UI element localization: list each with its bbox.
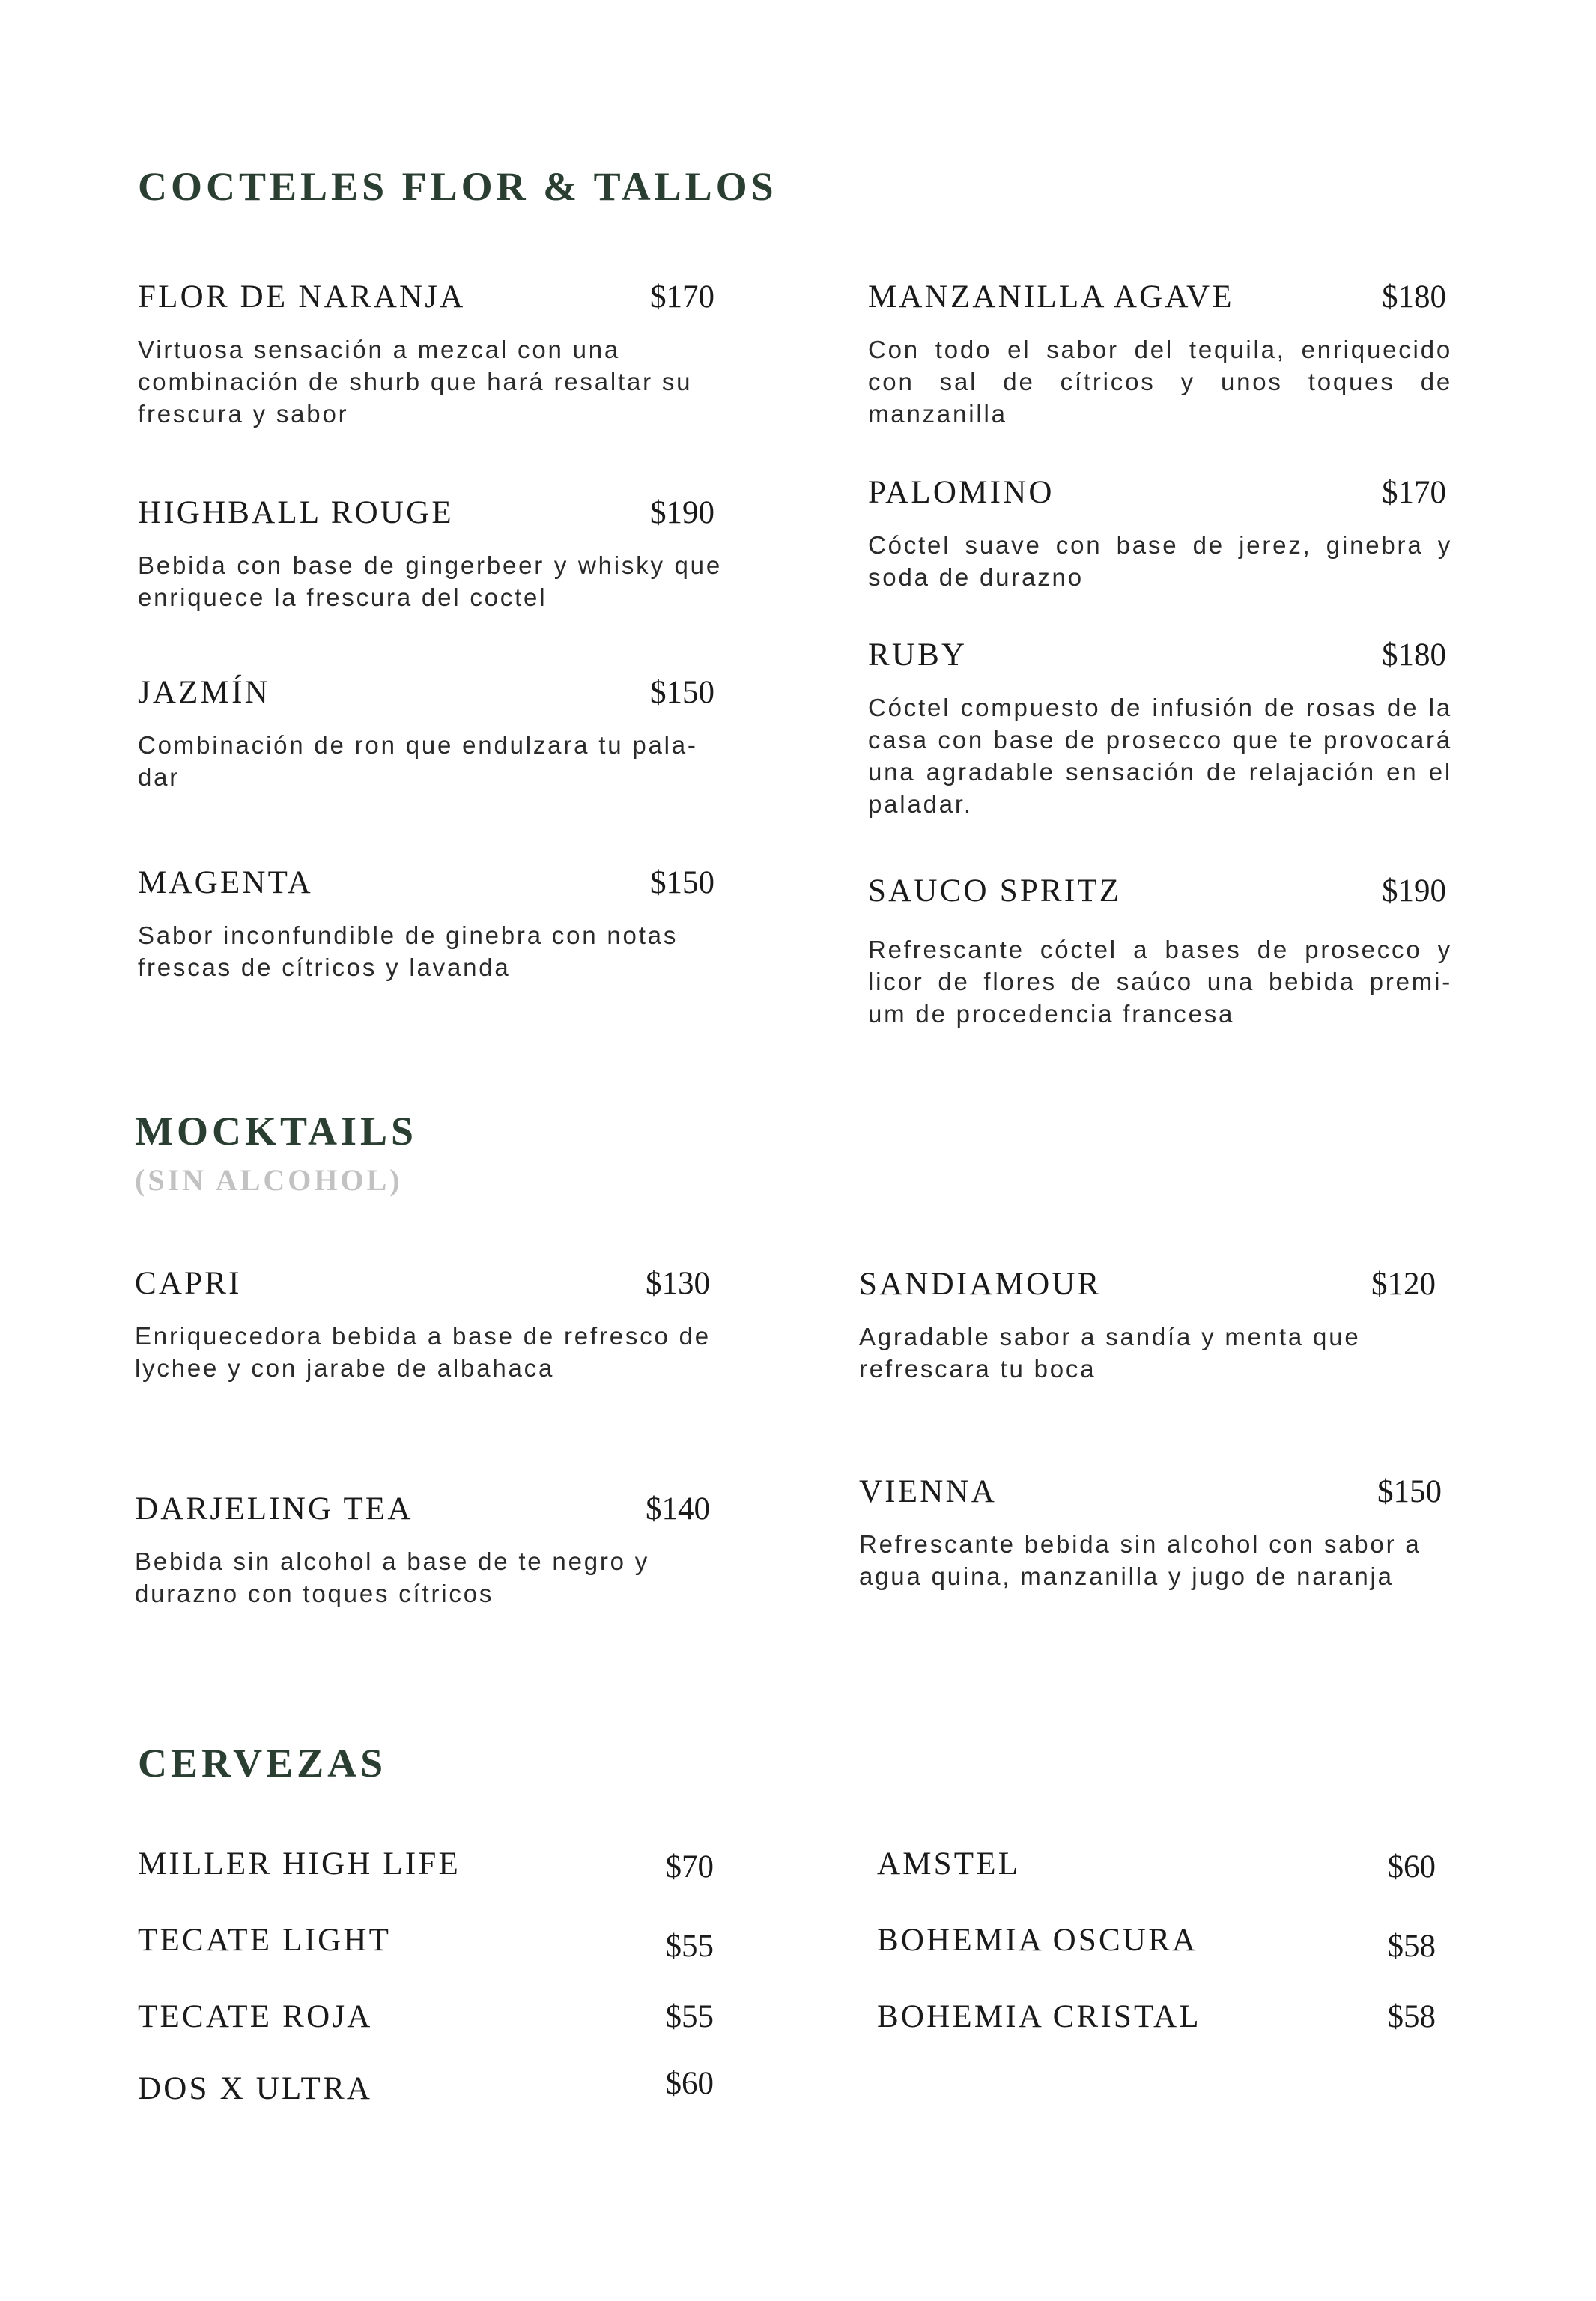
item-description: Virtuosa sensación a mezcal con una combinación de shurb que hará resaltar su frescura y sabor xyxy=(138,336,693,428)
item-name: SANDIAMOUR xyxy=(859,1267,1102,1302)
item-price: $130 xyxy=(646,1266,710,1301)
item-name: MANZANILLA AGAVE xyxy=(868,279,1234,315)
item-price: $190 xyxy=(1382,873,1446,909)
beer-name-bohemia-oscura: BOHEMIA OSCURA xyxy=(877,1923,1198,1958)
beer-price-amstel: $60 xyxy=(1387,1849,1436,1885)
item-price: $150 xyxy=(650,865,714,900)
cervezas-title: CERVEZAS xyxy=(138,1741,387,1786)
beer-name-tecate-roja: TECATE ROJA xyxy=(138,1999,373,2034)
item-description: Cóctel compuesto de infusión de rosas de la casa con base de prosecco que te provocará una agradable sensación de relajación en el paladar. xyxy=(868,694,1452,818)
item-description: Bebida con base de gingerbeer y whisky que enriquece la frescura del coctel xyxy=(138,551,722,611)
item-price: $190 xyxy=(650,495,714,530)
beer-price-tecate-light: $55 xyxy=(665,1929,714,1964)
item-description: Refrescante bebida sin alcohol con sabor a agua quina, manzanilla y jugo de naranja xyxy=(859,1530,1421,1590)
beer-name-tecate-light: TECATE LIGHT xyxy=(138,1923,392,1958)
item-name: PALOMINO xyxy=(868,475,1055,510)
item-name: FLOR DE NARANJA xyxy=(138,279,466,315)
item-name: JAZMÍN xyxy=(138,675,270,710)
beer-price-bohemia-cristal: $58 xyxy=(1387,1999,1436,2034)
item-description: Con todo el sabor del tequila, enriquecido con sal de cítricos y unos toques de manzanilla xyxy=(868,336,1452,428)
item-name: VIENNA xyxy=(859,1474,997,1509)
beer-price-dos-x-ultra: $60 xyxy=(665,2066,714,2101)
item-price: $170 xyxy=(650,279,714,315)
item-price: $150 xyxy=(650,675,714,710)
item-price: $180 xyxy=(1382,637,1446,673)
item-name: HIGHBALL ROUGE xyxy=(138,495,454,530)
item-description: Refrescante cóctel a bases de prosecco y licor de flores de saúco una bebida premi-um de procedencia francesa xyxy=(868,936,1452,1028)
beer-price-bohemia-oscura: $58 xyxy=(1387,1929,1436,1964)
item-price: $150 xyxy=(1377,1474,1442,1509)
beer-name-dos-x-ultra: DOS X ULTRA xyxy=(138,2071,373,2106)
mocktails-title: MOCKTAILS xyxy=(135,1109,418,1153)
beer-name-miller-high-life: MILLER HIGH LIFE xyxy=(138,1846,461,1882)
item-price: $140 xyxy=(646,1491,710,1527)
item-name: MAGENTA xyxy=(138,865,313,900)
item-description: Bebida sin alcohol a base de te negro y durazno con toques cítricos xyxy=(135,1547,650,1607)
item-name: DARJELING TEA xyxy=(135,1491,413,1527)
cocteles-title: COCTELES FLOR & TALLOS xyxy=(138,164,777,209)
beer-price-miller-high-life: $70 xyxy=(665,1849,714,1885)
item-description: Agradable sabor a sandía y menta que refrescara tu boca xyxy=(859,1323,1361,1383)
item-name: CAPRI xyxy=(135,1266,242,1301)
beer-name-amstel: AMSTEL xyxy=(877,1846,1021,1882)
item-name: RUBY xyxy=(868,637,968,673)
item-description: Enriquecedora bebida a base de refresco de lychee y con jarabe de albahaca xyxy=(135,1322,711,1382)
mocktails-subtitle: (SIN ALCOHOL) xyxy=(135,1163,403,1197)
item-description: Combinación de ron que endulzara tu pala-dar xyxy=(138,731,698,791)
item-name: SAUCO SPRITZ xyxy=(868,873,1122,909)
item-description: Sabor inconfundible de ginebra con notas frescas de cítricos y lavanda xyxy=(138,921,679,981)
beer-name-bohemia-cristal: BOHEMIA CRISTAL xyxy=(877,1999,1201,2034)
beer-price-tecate-roja: $55 xyxy=(665,1999,714,2034)
item-price: $170 xyxy=(1382,475,1446,510)
item-price: $120 xyxy=(1371,1267,1436,1302)
item-price: $180 xyxy=(1382,279,1446,315)
item-description: Cóctel suave con base de jerez, ginebra y soda de durazno xyxy=(868,531,1452,591)
